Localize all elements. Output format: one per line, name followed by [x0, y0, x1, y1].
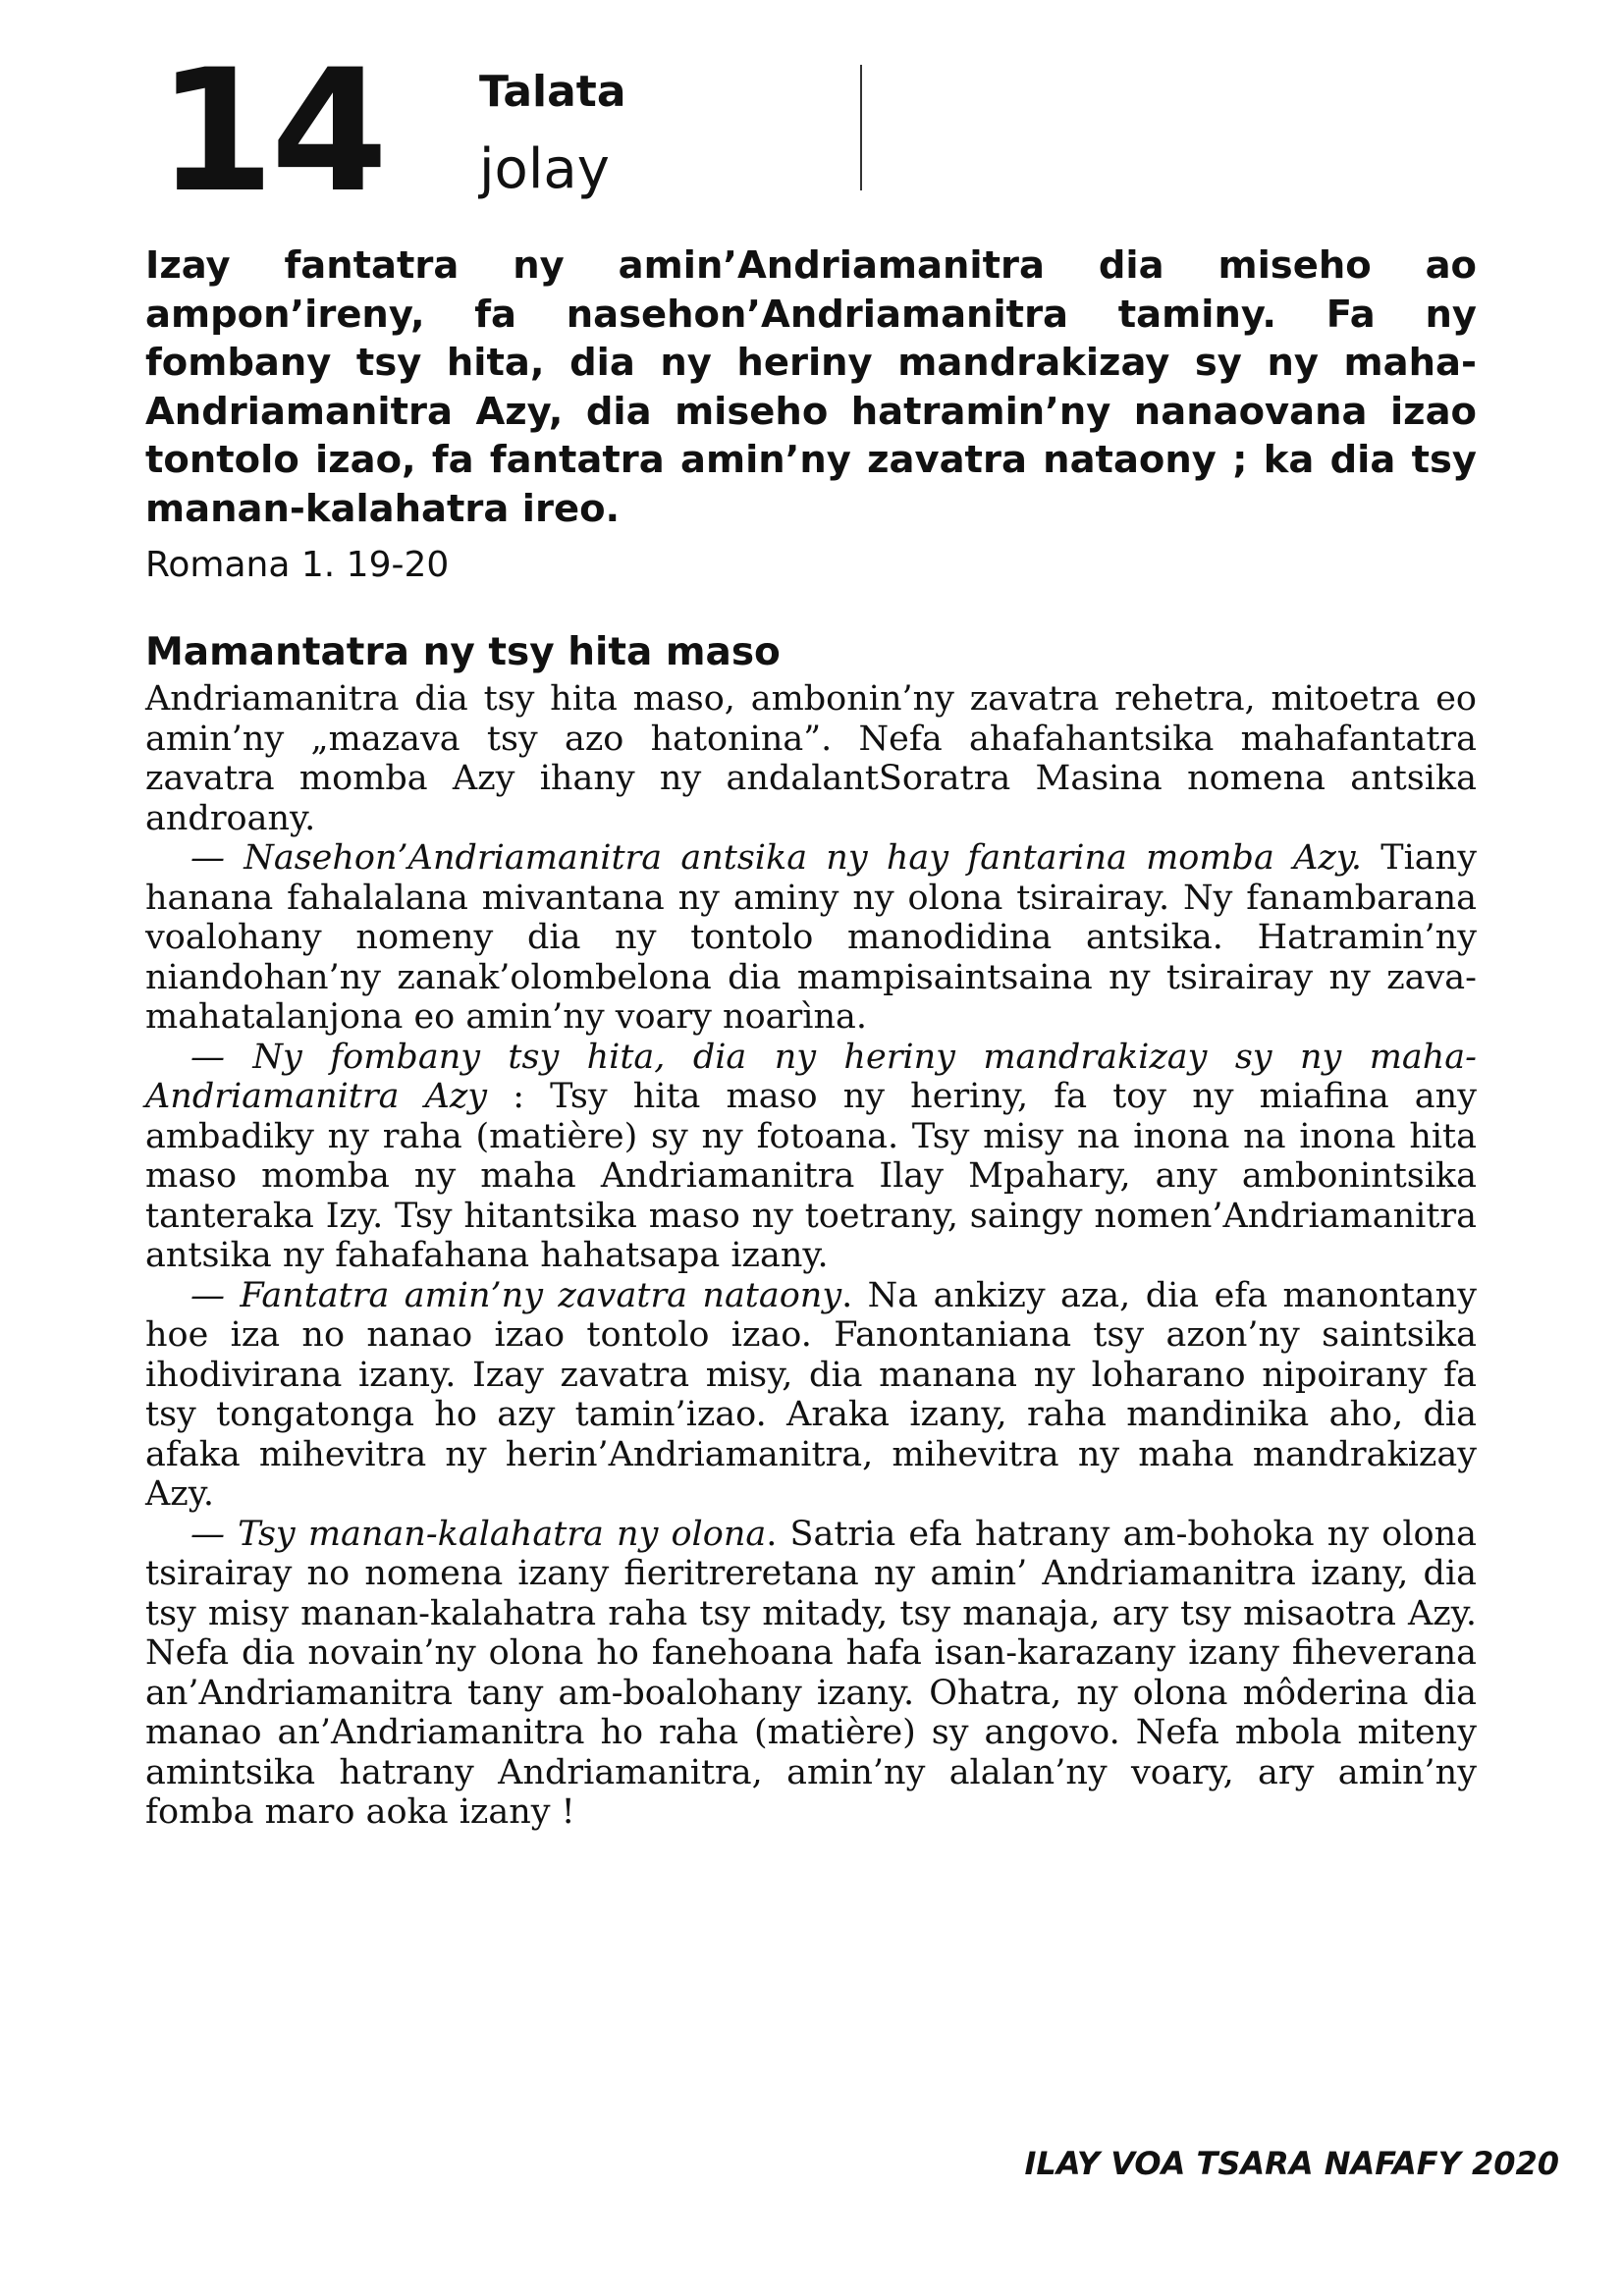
weekday-label: Talata — [479, 67, 626, 117]
paragraph — [145, 1038, 1477, 1276]
paragraph-lead: — Nasehon’Andriamanitra antsika ny hay fantarina momba Azy. — [190, 838, 1363, 878]
paragraph-lead: — Ny fombany tsy hita, dia ny heriny mandrakizay sy ny maha-Andriamanitra Azy — [145, 1037, 1477, 1116]
header-divider — [860, 65, 862, 190]
paragraph — [145, 679, 1477, 838]
paragraph-text: . Na ankizy aza, dia efa manontany hoe iza no nanao izao tontolo izao. Fanontaniana tsy azon’ny saintsika ihodivirana izany. Izay zavatra misy, dia manana ny loharano nipoirany fa tsy tongatonga ho azy tamin’izao. Araka izany, raha mandinika aho, dia afaka mihevitra ny herin’Andriamanitra, mihevitra ny maha mandrakizay Azy. — [145, 1275, 1477, 1514]
paragraph-lead: — Tsy manan-kalahatra ny olona — [190, 1514, 767, 1554]
month-label: jolay — [479, 137, 610, 201]
bible-verse: Izay fantatra ny amin’Andriamanitra dia miseho ao ampon’ireny, fa nasehon’Andriamanitra taminy. Fa ny fombany tsy hita, dia ny heriny mandrakizay sy ny maha-Andriamanitra Azy, dia miseho hatramin’ny nanaovana izao tontolo izao, fa fantatra amin’ny zavatra nataony ; ka dia tsy manan-kalahatra ireo. — [145, 243, 1477, 531]
footer-title: ILAY VOA TSARA NAFAFY 2020 — [1024, 2145, 1559, 2182]
day-number: 14 — [157, 32, 385, 230]
paragraph-text: : Tsy hita maso ny heriny, fa toy ny miafina any ambadiky ny raha (matière) sy ny fotoana. Tsy misy na inona na inona hita maso momba ny maha Andriamanitra Ilay Mpahary, any ambonintsika tanteraka Izy. Tsy hitantsika maso ny toetrany, saingy nomen’Andriamanitra antsika ny fahafahana hahatsapa izany. — [145, 1077, 1477, 1275]
paragraph-lead: — Fantatra amin’ny zavatra nataony — [190, 1275, 842, 1315]
meditation-text — [145, 679, 1477, 1833]
paragraph — [145, 838, 1477, 1038]
paragraph-text: Andriamanitra dia tsy hita maso, ambonin’ny zavatra rehetra, mitoetra eo amin’ny „mazava tsy azo hatonina”. Nefa ahafahantsika mahafantatra zavatra momba Azy ihany ny andalantSoratra Masina nomena antsika androany. — [145, 679, 1477, 838]
paragraph — [145, 1276, 1477, 1515]
verse-reference: Romana 1. 19-20 — [145, 545, 450, 585]
paragraph-text: Tiany hanana fahalalana mivantana ny aminy ny olona tsirairay. Ny fanambarana voalohany nomeny dia ny tontolo manodidina antsika. Hatramin’ny niandohan’ny zanak’olombelona dia mampisaintsaina ny tsirairay ny zava-mahatalanjona eo amin’ny voary noarìna. — [145, 838, 1477, 1037]
section-title: Mamantatra ny tsy hita maso — [145, 630, 781, 674]
paragraph — [145, 1515, 1477, 1833]
paragraph-text: . Satria efa hatrany am-bohoka ny olona tsirairay no nomena izany fieritreretana ny amin’ Andriamanitra izany, dia tsy misy manan-kalahatra raha tsy mitady, tsy manaja, ary tsy misaotra Azy. Nefa dia novain’ny olona ho fanehoana hafa isan-karazany izany fiheverana an’Andriamanitra tany am-boalohany izany. Ohatra, ny olona môderina dia manao an’Andriamanitra ho raha (matière) sy angovo. Nefa mbola miteny amintsika hatrany Andriamanitra, amin’ny alalan’ny voary, ary amin’ny fomba maro aoka izany ! — [145, 1514, 1477, 1832]
